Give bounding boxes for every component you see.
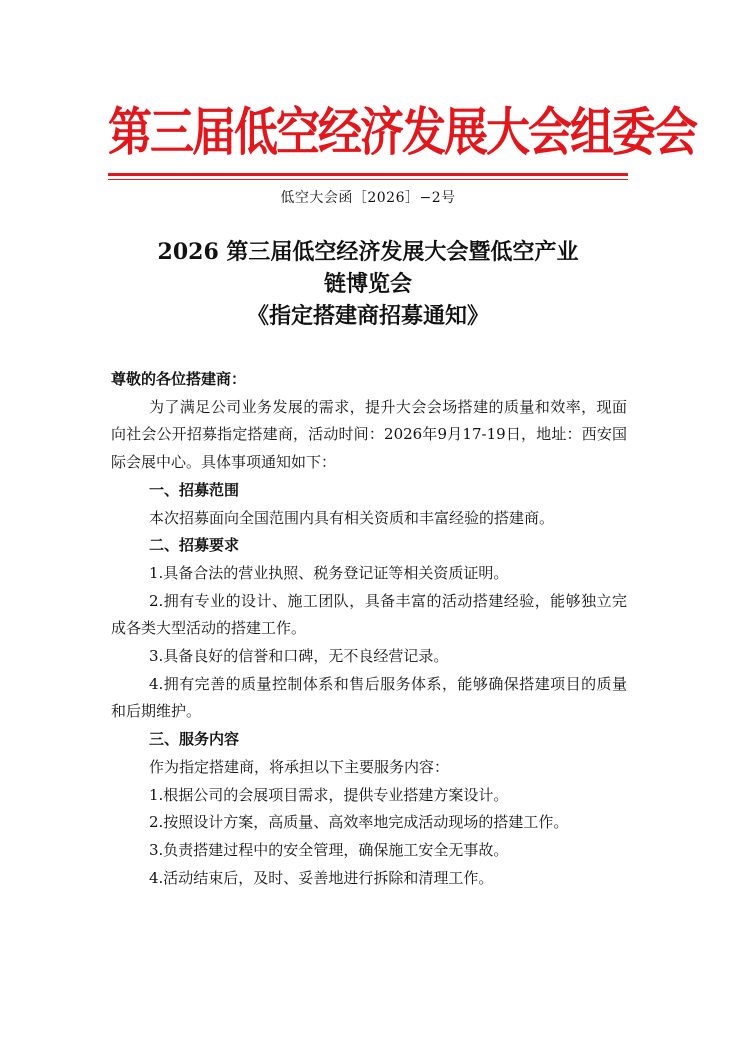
header-divider-thick: [108, 173, 628, 176]
section-heading-requirements: 二、招募要求: [149, 536, 240, 555]
title-line-2: 链博览会: [323, 271, 412, 297]
service-item: 4.活动结束后，及时、妥善地进行拆除和清理工作。: [149, 868, 494, 887]
section-heading-scope: 一、招募范围: [149, 480, 240, 499]
requirement-item: 2.拥有专业的设计、施工团队，具备丰富的活动搭建经验，能够独立完成各类大型活动的搭建工作。: [111, 591, 627, 638]
requirement-item: 1.具备合法的营业执照、税务登记证等相关资质证明。: [149, 563, 509, 582]
service-item: 2.按照设计方案，高质量、高效率地完成活动现场的搭建工作。: [149, 813, 569, 832]
section-heading-services: 三、服务内容: [149, 730, 240, 749]
document-title: [108, 236, 628, 332]
document-body: [111, 366, 627, 892]
service-intro: 作为指定搭建商，将承担以下主要服务内容：: [149, 757, 450, 776]
requirement-item: 4.拥有完善的质量控制体系和售后服务体系，能够确保搭建项目的质量和后期维护。: [111, 674, 627, 721]
title-line-1: 2026 第三届低空经济发展大会暨低空产业: [157, 239, 579, 265]
service-item: 3.负责搭建过程中的安全管理，确保施工安全无事故。: [149, 840, 509, 859]
intro-paragraph: 为了满足公司业务发展的需求，提升大会会场搭建的质量和效率，现面向社会公开招募指定搭建商，活动时间：2026年9月17-19日，地址：西安国际会展中心。具体事项通知如下：: [111, 397, 627, 472]
salutation: 尊敬的各位搭建商：: [111, 370, 247, 388]
title-line-3: 《指定搭建商招募通知》: [246, 303, 489, 329]
section-paragraph: 本次招募面向全国范围内具有相关资质和丰富经验的搭建商。: [149, 508, 555, 527]
organization-header: 第三届低空经济发展大会组委会: [108, 102, 696, 163]
requirement-item: 3.具备良好的信誉和口碑，无不良经营记录。: [149, 647, 449, 666]
service-item: 1.根据公司的会展项目需求，提供专业搭建方案设计。: [149, 785, 509, 804]
header-divider-thin: [108, 179, 628, 180]
document-number: 低空大会函［2026］−2号: [280, 190, 456, 206]
